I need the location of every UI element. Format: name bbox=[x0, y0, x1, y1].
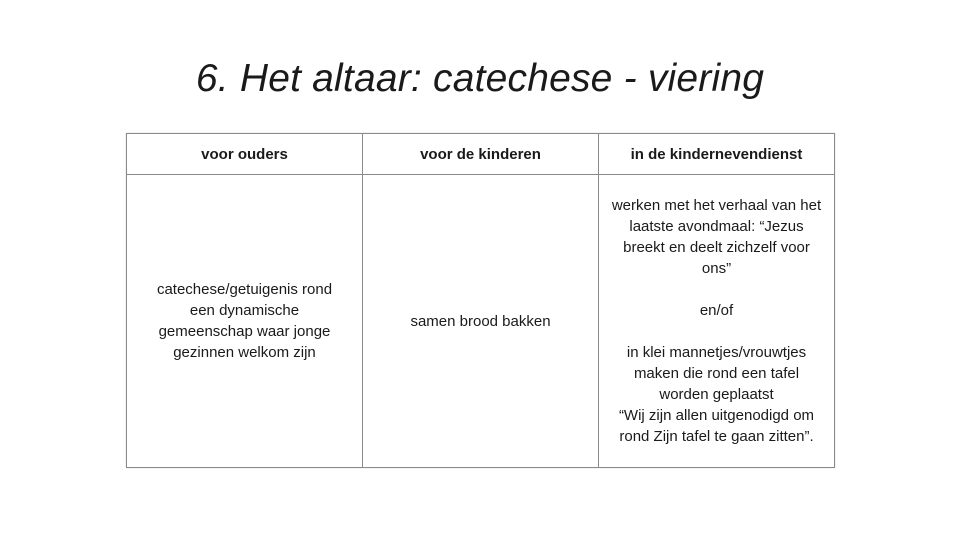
cell-nevendienst-part1: werken met het verhaal van het laatste avondmaal: “Jezus breekt en deelt zichzelf voor ons” bbox=[611, 197, 822, 277]
table-header-row bbox=[127, 134, 835, 175]
table-row bbox=[127, 175, 835, 468]
activity-table bbox=[126, 133, 835, 468]
cell-ouders-text: catechese/getuigenis rond een dynamische gemeenschap waar jonge gezinnen welkom zijn bbox=[156, 281, 333, 361]
cell-spacer bbox=[609, 279, 824, 300]
cell-ouders bbox=[127, 175, 363, 468]
header-kindernevendienst: in de kindernevendienst bbox=[599, 134, 835, 175]
page-title: 6. Het altaar: catechese - viering bbox=[195, 57, 765, 100]
cell-nevendienst-part4: “Wij zijn allen uitgenodigd om rond Zijn tafel te gaan zitten”. bbox=[618, 407, 815, 445]
cell-nevendienst-part3: in klei mannetjes/vrouwtjes maken die rond een tafel worden geplaatst bbox=[626, 344, 807, 403]
header-voor-ouders: voor ouders bbox=[127, 134, 363, 175]
cell-spacer bbox=[609, 321, 824, 342]
header-voor-de-kinderen: voor de kinderen bbox=[363, 134, 599, 175]
cell-kinderen bbox=[363, 175, 599, 468]
cell-kindernevendienst bbox=[599, 175, 835, 468]
cell-kinderen-text: samen brood bakken bbox=[410, 312, 551, 330]
cell-nevendienst-part2: en/of bbox=[699, 302, 734, 319]
